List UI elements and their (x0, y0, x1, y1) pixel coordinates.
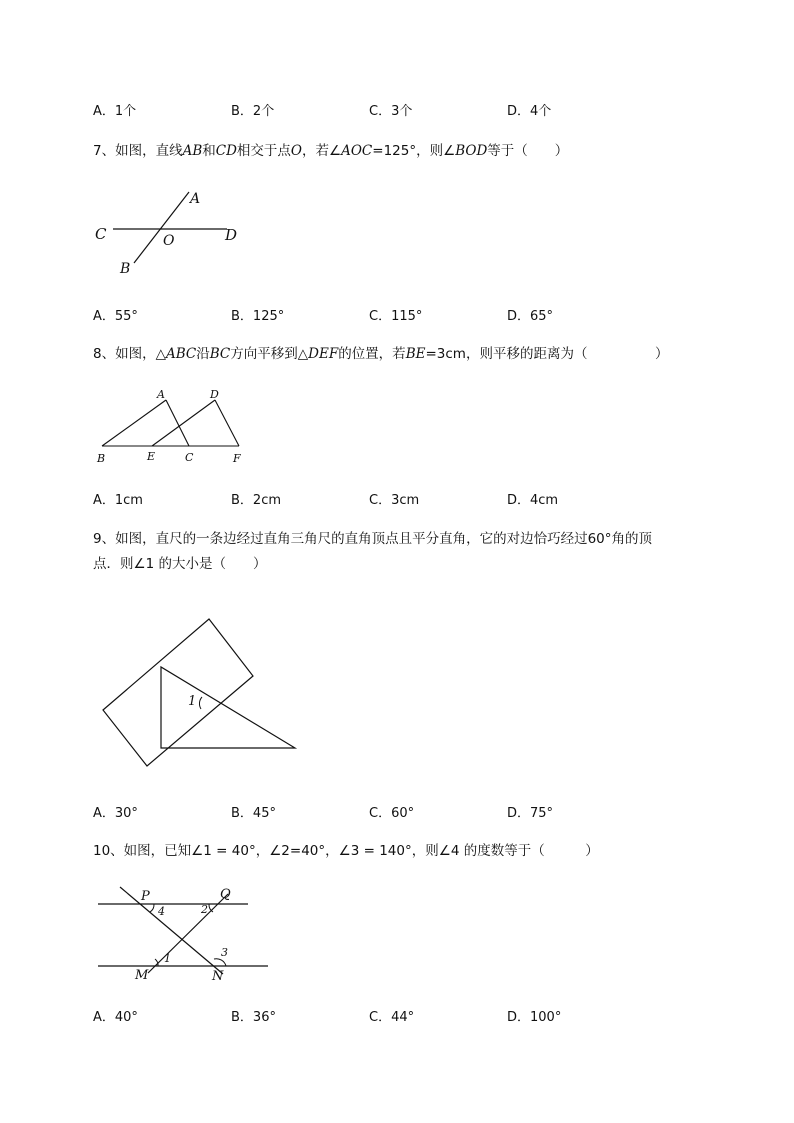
q8-option-d: D．4cm (507, 493, 559, 508)
q6-option-a: A．1个 (93, 104, 137, 119)
q10-figure (95, 882, 280, 987)
q6-option-b: B．2个 (231, 104, 275, 119)
q7-figure (90, 185, 250, 280)
label-angle-1: 1 (164, 952, 171, 965)
label-n: N (212, 969, 224, 984)
q7-option-a: A．55° (93, 309, 138, 324)
label-a: A (157, 388, 165, 401)
label-c: C (185, 451, 194, 464)
label-d: D (210, 388, 219, 401)
q10-option-b: B．36° (231, 1010, 276, 1025)
side-df (215, 400, 239, 446)
line-pn (120, 887, 223, 974)
q10-stem: 10、如图，已知∠1 = 40°，∠2=40°，∠3 = 140°，则∠4 的度数等于（ ） (93, 843, 599, 859)
label-p: P (141, 889, 150, 904)
angle-1-arc (199, 697, 202, 709)
q9-option-a: A．30° (93, 806, 138, 821)
label-angle-3: 3 (221, 946, 228, 959)
q9-option-c: C．60° (369, 806, 415, 821)
label-e: E (147, 450, 156, 463)
label-angle-2: 2 (201, 903, 208, 916)
q8-option-a: A．1cm (93, 493, 143, 508)
angle-3-arc (214, 959, 226, 966)
label-angle-4: 4 (158, 905, 165, 918)
side-ac (166, 400, 189, 446)
q8-stem: 8、如图，△ABC沿BC方向平移到△DEF的位置，若BE=3cm，则平移的距离为（ ） (93, 346, 669, 362)
line-ab (134, 192, 189, 263)
q6-option-c: C．3个 (369, 104, 413, 119)
q7-stem: 7、如图，直线AB和CD相交于点O，若∠AOC=125°，则∠BOD等于（ ） (93, 143, 569, 159)
q9-figure (95, 610, 305, 775)
q9-option-b: B．45° (231, 806, 276, 821)
q9-stem-line1: 9、如图，直尺的一条边经过直角三角尺的直角顶点且平分直角，它的对边恰巧经过60°角的顶 (93, 531, 653, 547)
side-ab (102, 400, 166, 446)
q8-figure (90, 385, 250, 470)
label-d: D (225, 226, 238, 244)
angle-4-arc (150, 904, 154, 912)
label-b: B (97, 452, 106, 465)
q10-option-d: D．100° (507, 1010, 562, 1025)
q8-option-c: C．3cm (369, 493, 420, 508)
q6-option-d: D．4个 (507, 104, 552, 119)
q7-option-c: C．115° (369, 309, 423, 324)
label-q: Q (220, 887, 231, 902)
side-de (152, 400, 215, 446)
label-c: C (95, 225, 107, 243)
q7-option-b: B．125° (231, 309, 285, 324)
label-b: B (120, 261, 131, 277)
label-f: F (233, 452, 241, 465)
label-a: A (190, 191, 201, 207)
q7-option-d: D．65° (507, 309, 554, 324)
q8-option-b: B．2cm (231, 493, 282, 508)
q10-option-c: C．44° (369, 1010, 415, 1025)
ruler (103, 619, 253, 766)
q9-option-d: D．75° (507, 806, 554, 821)
q9-stem-line2: 点．则∠1 的大小是（ ） (93, 556, 267, 572)
label-angle-1: 1 (188, 694, 197, 709)
angle-2-arc (209, 904, 213, 912)
label-o: O (163, 233, 175, 249)
set-square (161, 667, 295, 748)
label-m: M (135, 968, 149, 983)
q10-option-a: A．40° (93, 1010, 138, 1025)
